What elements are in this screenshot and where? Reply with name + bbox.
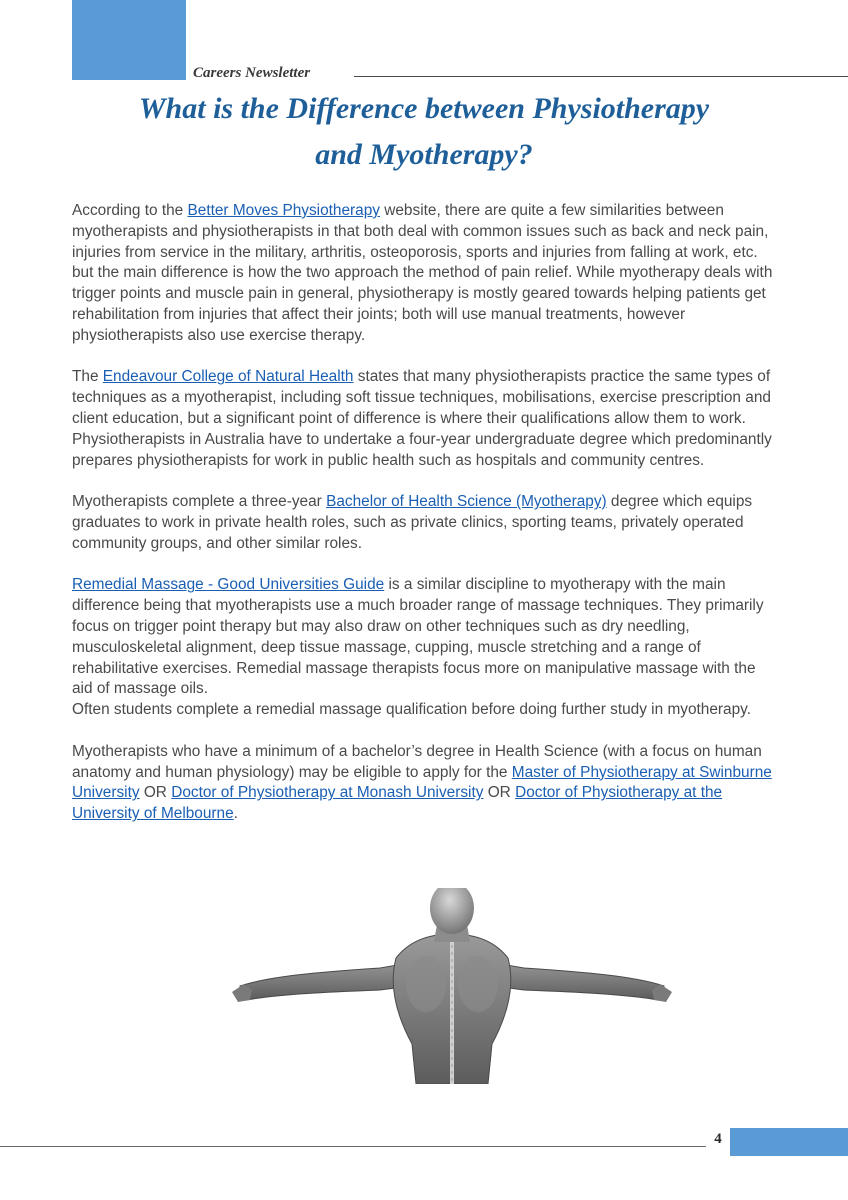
footer-accent-block: [730, 1128, 848, 1156]
bachelor-myotherapy-link[interactable]: Bachelor of Health Science (Myotherapy): [326, 493, 607, 511]
page-title-line2: and Myotherapy?: [315, 138, 533, 171]
swinburne-master-link[interactable]: Master of Physiotherapy at Swinburne University: [72, 763, 772, 802]
article-body: [72, 201, 780, 825]
melbourne-doctor-link[interactable]: Doctor of Physiotherapy at the University of Melbourne: [72, 784, 723, 823]
paragraph-5-body: is a similar discipline to myotherapy with the main difference being that myotherapists use a much broader range of massage techniques. They primarily focus on trigger point therapy but may also draw on other techniques such as dry needling, musculoskeletal alignment, deep tissue massage, cupping, muscle stretching and a range of rehabilitative exercises. Remedial massage therapists focus more on manipulative massage with the aid of massage oils.: [72, 576, 764, 698]
paragraph-1-body: website, there are quite a few similarities between myotherapists and physiotherapists in that both deal with common issues such as back and neck pain, injuries from service in the military, arthritis, osteoporosis, sports and injuries from falling at work, etc. but the main difference is how the two approach the method of pain relief. While myotherapy deals with trigger points and muscle pain in general, physiotherapy is mostly geared towards helping patients get rehabilitation from injuries that affect their joints; both will use manual treatments, however physiotherapists also use exercise therapy.: [72, 202, 773, 344]
footer-divider: [0, 1146, 706, 1147]
or-separator-1: OR: [139, 784, 172, 802]
better-moves-link[interactable]: Better Moves Physiotherapy: [187, 202, 380, 219]
page-number: 4: [714, 1131, 722, 1147]
paragraph-4-body: degree which equips graduates to work in private health roles, such as private clinics, sporting teams, privately operated community groups, and other similar roles.: [72, 493, 753, 552]
paragraph-2: [72, 367, 780, 429]
endeavour-college-link[interactable]: Endeavour College of Natural Health: [102, 368, 354, 386]
paragraph-1: [72, 201, 780, 347]
paragraph-6: Often students complete a remedial massage qualification before doing further study in myotherapy.: [72, 701, 751, 719]
paragraph-7: [72, 742, 780, 825]
remedial-massage-link[interactable]: Remedial Massage - Good Universities Guide: [72, 576, 385, 594]
paragraph-5: [72, 575, 780, 700]
newsletter-label: Careers Newsletter: [193, 65, 311, 81]
header-divider: [354, 76, 848, 77]
paragraph-4: [72, 492, 780, 554]
page-title-line1: What is the Difference between Physiotherapy: [138, 92, 710, 125]
monash-doctor-link[interactable]: Doctor of Physiotherapy at Monash University: [171, 784, 484, 802]
paragraph-2-lead: The: [72, 368, 103, 386]
paragraph-3: Physiotherapists in Australia have to undertake a four-year undergraduate degree which predominantly prepares physiotherapists for work in public health such as hospitals and community centres.: [72, 430, 772, 469]
header-accent-block: [72, 0, 186, 80]
back-muscles-illustration: [230, 888, 674, 1084]
paragraph-1-lead: According to the: [72, 202, 188, 219]
paragraph-2-body: states that many physiotherapists practice the same types of techniques as a myotherapist, including soft tissue techniques, mobilisations, exercise prescription and client education, but a significant point of difference is where their qualifications allow them to work.: [72, 368, 771, 427]
paragraph-7-end: .: [233, 805, 238, 823]
paragraph-4-lead: Myotherapists complete a three-year: [72, 493, 327, 511]
or-separator-2: OR: [483, 784, 516, 802]
paragraph-7-lead: Myotherapists who have a minimum of a bachelor’s degree in Health Science (with a focus on human anatomy and human physiology) may be eligible to apply for the: [72, 742, 762, 781]
page-title: [72, 86, 776, 178]
